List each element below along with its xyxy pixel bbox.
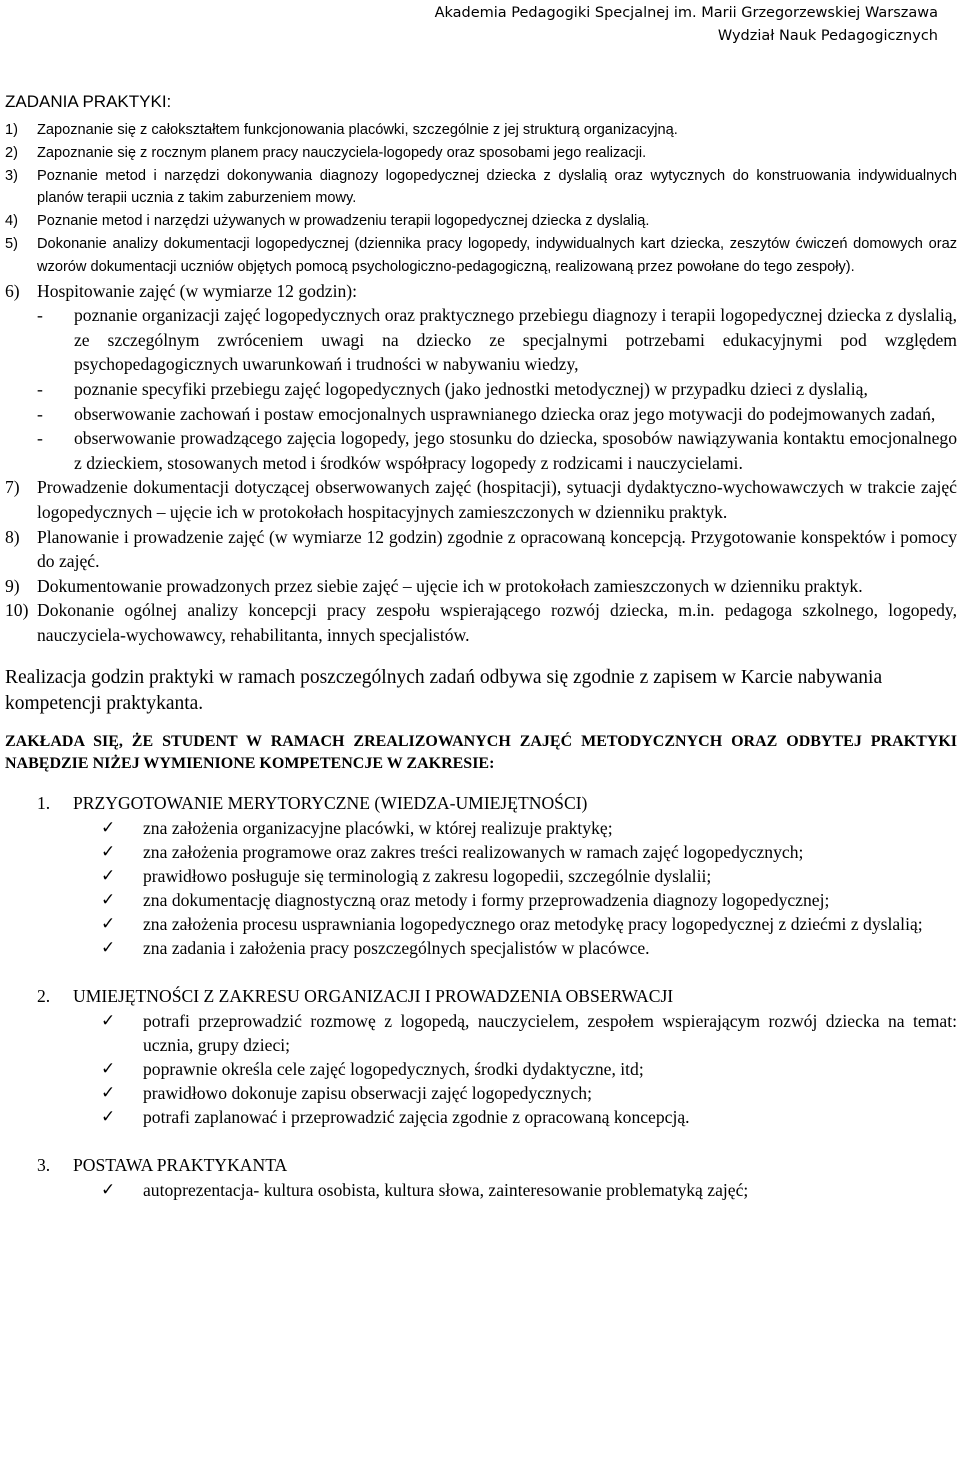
task-number: 4) <box>5 213 18 230</box>
observation-text: obserwowanie prowadzącego zajęcia logopedy, jego stosunku do dziecka, sposobów nawiązywania kontaktu emocjonalnego z dzieckiem, stosowanych metod i środków współpracy logopedy z rodzicami i nauczycielami. <box>74 428 957 473</box>
section-number: 1. <box>37 793 51 814</box>
competency-list <box>101 816 957 960</box>
competency-item <box>101 1178 957 1202</box>
task-text: Dokonanie analizy dokumentacji logopedycznej (dziennika pracy logopedy, indywidualnych kart dziecka, zeszytów ćwiczeń domowych oraz wzorów dokumentacji uczniów objętych pomocą psychologiczno-pedagogiczną, realizowaną przez powołane do tego zespoły). <box>37 235 957 275</box>
competency-item <box>101 816 957 840</box>
competency-section <box>5 1153 957 1202</box>
document-body <box>5 92 957 1202</box>
task-text: Poznanie metod i narzędzi używanych w prowadzeniu terapii logopedycznej dziecka z dyslalią. <box>37 213 650 230</box>
task-item <box>5 475 957 524</box>
check-icon: ✓ <box>101 818 116 839</box>
competency-text: potrafi zaplanować i przeprowadzić zajęcia zgodnie z opracowaną koncepcją. <box>143 1107 690 1128</box>
competency-item <box>101 840 957 864</box>
task-number: 3) <box>5 167 18 184</box>
competency-item <box>101 864 957 888</box>
task-text <box>37 279 957 476</box>
task-number: 8) <box>5 526 20 547</box>
check-icon: ✓ <box>101 1083 116 1104</box>
section-title <box>5 791 957 816</box>
observation-item: - poznanie organizacji zajęć logopedycznych oraz praktycznego przebiegu diagnozy i terapii logopedycznej dziecka z dyslalią, ze szczególnym zwróceniem uwagi na dziecko ze specjalnymi potrzebami edukacyjnymi pod względem psychopedagogicznych uwarunkowań i trudności w nabywaniu wiedzy, <box>37 303 957 377</box>
competency-section <box>5 984 957 1129</box>
task-number: 2) <box>5 144 18 161</box>
competency-item <box>101 1057 957 1081</box>
observation-item: - obserwowanie prowadzącego zajęcia logopedy, jego stosunku do dziecka, sposobów nawiązywania kontaktu emocjonalnego z dzieckiem, stosowanych metod i środków współpracy logopedy z rodzicami i nauczycielami. <box>37 426 957 475</box>
competency-item <box>101 1081 957 1105</box>
tasks-title: ZADANIA PRAKTYKI: <box>5 92 172 111</box>
section-number: 3. <box>37 1155 51 1176</box>
task-item <box>5 119 957 142</box>
competency-text: zna założenia programowe oraz zakres treści realizowanych w ramach zajęć logopedycznych; <box>143 842 804 863</box>
competency-list <box>101 1009 957 1129</box>
task-item <box>5 598 957 647</box>
task-item <box>5 233 957 279</box>
task-text: Dokonanie ogólnej analizy koncepcji pracy zespołu wspierającego rozwój dziecka, m.in. pedagoga szkolnego, logopedy, nauczyciela-wychowawcy, rehabilitanta, innych specjalistów. <box>37 600 957 645</box>
header-faculty: Wydział Nauk Pedagogicznych <box>717 28 938 44</box>
check-icon: ✓ <box>101 866 116 887</box>
competency-text: autoprezentacja- kultura osobista, kultura słowa, zainteresowanie problematyką zajęć; <box>143 1180 749 1201</box>
competency-list <box>101 1178 957 1202</box>
task-item <box>5 574 957 599</box>
task-text: Zapoznanie się z całokształtem funkcjonowania placówki, szczególnie z jej strukturą organizacyjną. <box>37 122 678 138</box>
section-title <box>5 1153 957 1178</box>
task-number: 9) <box>5 575 20 596</box>
check-icon: ✓ <box>101 1180 116 1201</box>
realization-note: Realizacja godzin praktyki w ramach poszczególnych zadań odbywa się zgodnie z zapisem w Karcie nabywania kompetencji praktykanta. <box>5 667 883 715</box>
section-title <box>5 984 957 1009</box>
competency-text: zna dokumentację diagnostyczną oraz metody i formy przeprowadzenia diagnozy logopedycznej; <box>143 890 830 911</box>
task-number: 1) <box>5 122 18 138</box>
competency-text: prawidłowo dokonuje zapisu obserwacji zajęć logopedycznych; <box>143 1083 592 1104</box>
competency-text: prawidłowo posługuje się terminologią z zakresu logopedii, szczególnie dyslalii; <box>143 866 712 887</box>
task-text: Prowadzenie dokumentacji dotyczącej obserwowanych zajęć (hospitacji), sytuacji dydaktyczno-wychowawczych w trakcie zajęć logopedycznych – ujęcie ich w protokołach hospitacyjnych zamieszczonych w dzienniku praktyk. <box>37 477 957 522</box>
section-title-text: POSTAWA PRAKTYKANTA <box>73 1155 288 1176</box>
competency-item <box>101 888 957 912</box>
competency-text: potrafi przeprowadzić rozmowę z logopedą, nauczycielem, zespołem wspierającym rozwój dziecka na temat: ucznia, grupy dzieci; <box>143 1011 957 1056</box>
header-institution: Akademia Pedagogiki Specjalnej im. Marii Grzegorzewskiej Warszawa <box>434 5 938 21</box>
check-icon: ✓ <box>101 914 116 935</box>
page-header <box>435 2 938 48</box>
check-icon: ✓ <box>101 1059 116 1080</box>
competency-section <box>5 791 957 960</box>
task-item <box>5 210 957 233</box>
check-icon: ✓ <box>101 938 116 959</box>
task-item <box>5 279 957 476</box>
check-icon: ✓ <box>101 1011 116 1032</box>
task-item <box>5 165 957 211</box>
task-number: 10) <box>5 600 29 621</box>
task-6-text: Hospitowanie zajęć (w wymiarze 12 godzin): <box>37 280 357 301</box>
competency-item <box>101 1009 957 1057</box>
competency-text: zna założenia organizacyjne placówki, w której realizuje praktykę; <box>143 818 613 839</box>
section-title-text: UMIEJĘTNOŚCI Z ZAKRESU ORGANIZACJI I PROWADZENIA OBSERWACJI <box>73 986 674 1007</box>
task-text: Planowanie i prowadzenie zajęć (w wymiarze 12 godzin) zgodnie z opracowaną koncepcją. Przygotowanie konspektów i pomocy do zajęć. <box>37 526 957 572</box>
competency-item <box>101 936 957 960</box>
tasks-list-continued <box>5 279 957 1203</box>
competencies-heading: ZAKŁADA SIĘ, ŻE STUDENT W RAMACH ZREALIZOWANYCH ZAJĘĆ METODYCZNYCH ORAZ ODBYTEJ PRAKTYKI NABĘDZIE NIŻEJ WYMIENIONE KOMPETENCJE W ZAKRESIE: <box>5 733 957 773</box>
observation-text: poznanie specyfiki przebiegu zajęć logopedycznych (jako jednostki metodycznej) w przypadku dzieci z dyslalią, <box>74 378 868 399</box>
competency-item <box>101 1105 957 1129</box>
competency-text: poprawnie określa cele zajęć logopedycznych, środki dydaktyczne, itd; <box>143 1059 644 1080</box>
task-item <box>5 525 957 574</box>
section-number: 2. <box>37 986 51 1007</box>
task-item <box>5 142 957 165</box>
task-text: Poznanie metod i narzędzi dokonywania diagnozy logopedycznej dziecka z dyslalią oraz wytycznych do konstruowania indywidualnych planów terapii ucznia z takim zaburzeniem mowy. <box>37 167 957 207</box>
check-icon: ✓ <box>101 842 116 863</box>
competency-text: zna założenia procesu usprawniania logopedycznego oraz metodykę pracy logopedycznej z dziećmi z dyslalią; <box>143 914 923 935</box>
observation-item: - poznanie specyfiki przebiegu zajęć logopedycznych (jako jednostki metodycznej) w przypadku dzieci z dyslalią, <box>37 377 957 402</box>
task-number: 7) <box>5 477 20 498</box>
task-number: 6) <box>5 280 20 301</box>
task-text: Zapoznanie się z rocznym planem pracy nauczyciela-logopedy oraz sposobami jego realizacji. <box>37 144 647 161</box>
observation-item: - obserwowanie zachowań i postaw emocjonalnych usprawnianego dziecka oraz jego motywacji do podejmowanych zadań, <box>37 402 957 427</box>
competency-item <box>101 912 957 936</box>
section-title-text: PRZYGOTOWANIE MERYTORYCZNE (WIEDZA-UMIEJĘTNOŚCI) <box>73 793 588 814</box>
observation-text: poznanie organizacji zajęć logopedycznych oraz praktycznego przebiegu diagnozy i terapii logopedycznej dziecka z dyslalią, ze szczególnym zwróceniem uwagi na dziecko ze specjalnymi potrzebami edukacyjnymi pod względem psychopedagogicznych uwarunkowań i trudności w nabywaniu wiedzy, <box>74 305 957 375</box>
competency-text: zna zadania i założenia pracy poszczególnych specjalistów w placówce. <box>143 938 650 959</box>
check-icon: ✓ <box>101 890 116 911</box>
observation-text: obserwowanie zachowań i postaw emocjonalnych usprawnianego dziecka oraz jego motywacji do podejmowanych zadań, <box>74 403 936 424</box>
tasks-list <box>5 119 957 279</box>
check-icon: ✓ <box>101 1107 116 1128</box>
task-text: Dokumentowanie prowadzonych przez siebie zajęć – ujęcie ich w protokołach zamieszczonych w dzienniku praktyk. <box>37 575 863 596</box>
task-number: 5) <box>5 235 18 252</box>
